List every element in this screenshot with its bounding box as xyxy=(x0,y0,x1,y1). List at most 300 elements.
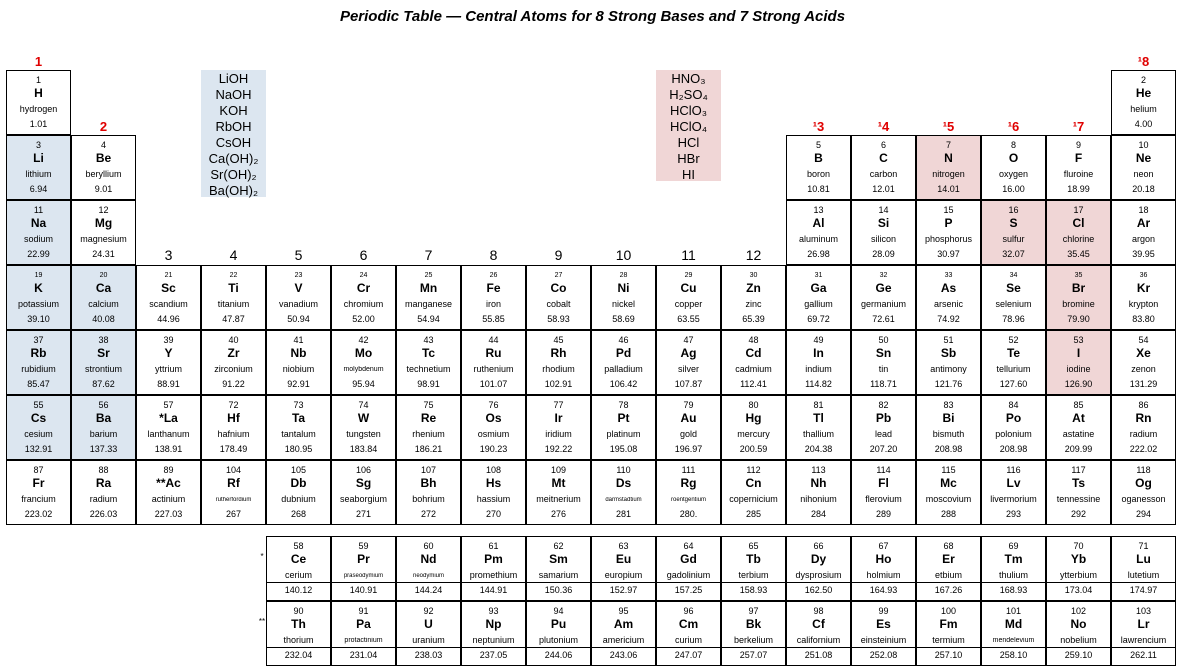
element-symbol: Md xyxy=(1004,617,1023,631)
element-name: americium xyxy=(602,636,645,645)
element-cell-v xyxy=(266,265,331,330)
element-symbol: Er xyxy=(942,552,955,566)
element-name: vanadium xyxy=(278,300,319,309)
element-name: darmstadtium xyxy=(605,497,642,503)
element-cell-bi xyxy=(916,395,981,460)
element-name: mercury xyxy=(737,430,770,439)
element-cell-ne xyxy=(1111,135,1176,200)
atomic-mass: 227.03 xyxy=(154,509,183,519)
atomic-mass: 268 xyxy=(290,509,307,519)
atomic-number: 113 xyxy=(811,465,826,475)
element-symbol: Hg xyxy=(745,411,762,425)
element-name: manganese xyxy=(404,300,453,309)
element-cell-p xyxy=(916,200,981,265)
atomic-mass: 88.91 xyxy=(157,379,180,389)
element-symbol: Lr xyxy=(1137,617,1150,631)
element-cell-no xyxy=(1046,601,1111,666)
atomic-number: 54 xyxy=(1138,335,1149,345)
element-cell-y xyxy=(136,330,201,395)
element-name: nitrogen xyxy=(932,170,965,179)
atomic-number: 57 xyxy=(163,400,174,410)
element-cell-xe xyxy=(1111,330,1176,395)
element-name: cadmium xyxy=(735,365,772,374)
atomic-number: 97 xyxy=(748,606,759,616)
element-name: radium xyxy=(89,495,118,504)
divider xyxy=(982,647,1045,648)
element-name: californium xyxy=(796,636,841,645)
element-cell-rb xyxy=(6,330,71,395)
atomic-number: 68 xyxy=(943,541,954,551)
element-cell-hs xyxy=(461,460,526,525)
element-cell-tb xyxy=(721,536,786,601)
divider xyxy=(397,582,460,583)
strong-base-formula: Ca(OH)₂ xyxy=(208,151,259,166)
element-symbol: Cd xyxy=(745,346,762,360)
element-name: dysprosium xyxy=(795,571,842,580)
group-number-label: 1 xyxy=(34,54,43,69)
atomic-mass: 173.04 xyxy=(1064,585,1093,595)
divider xyxy=(462,582,525,583)
element-name: cobalt xyxy=(546,300,571,309)
element-symbol: Sb xyxy=(940,346,957,360)
atomic-mass: 140.91 xyxy=(349,585,378,595)
element-symbol: I xyxy=(1076,346,1081,360)
element-symbol: Ti xyxy=(228,281,239,295)
element-cell-fr xyxy=(6,460,71,525)
atomic-mass: 178.49 xyxy=(219,444,248,454)
element-cell-he xyxy=(1111,70,1176,135)
element-name: lutetium xyxy=(1127,571,1160,580)
element-cell-mc xyxy=(916,460,981,525)
element-cell-nd xyxy=(396,536,461,601)
element-cell-ir xyxy=(526,395,591,460)
atomic-mass: 47.87 xyxy=(222,314,245,324)
element-symbol: Fr xyxy=(32,476,45,490)
element-symbol: Au xyxy=(680,411,697,425)
atomic-mass: 118.71 xyxy=(870,379,897,389)
atomic-number: 2 xyxy=(1140,75,1146,85)
atomic-number: 38 xyxy=(98,335,109,345)
strong-acid-formula: HI xyxy=(682,167,695,182)
element-name: thulium xyxy=(998,571,1028,580)
divider xyxy=(917,582,980,583)
atomic-number: 64 xyxy=(683,541,694,551)
atomic-number: 110 xyxy=(616,465,631,475)
atomic-mass: 121.76 xyxy=(934,379,963,389)
atomic-mass: 272 xyxy=(420,509,437,519)
atomic-number: 107 xyxy=(420,465,437,475)
atomic-mass: 232.04 xyxy=(284,650,313,660)
atomic-mass: 6.94 xyxy=(29,184,48,194)
element-cell-cf xyxy=(786,601,851,666)
atomic-number: 40 xyxy=(228,335,239,345)
element-name: osmium xyxy=(477,430,510,439)
atomic-number: 41 xyxy=(293,335,304,345)
element-cell-kr xyxy=(1111,265,1176,330)
atomic-number: 47 xyxy=(683,335,694,345)
divider xyxy=(852,647,915,648)
atomic-number: 15 xyxy=(943,205,954,215)
element-symbol: Ge xyxy=(875,281,892,295)
element-cell-lv xyxy=(981,460,1046,525)
element-cell-rn xyxy=(1111,395,1176,460)
element-symbol: Rh xyxy=(550,346,567,360)
element-symbol: Gd xyxy=(680,552,697,566)
divider xyxy=(527,582,590,583)
divider xyxy=(267,582,330,583)
element-name: curium xyxy=(674,636,702,645)
atomic-mass: 12.01 xyxy=(872,184,895,194)
element-cell-tc xyxy=(396,330,461,395)
atomic-mass: 140.12 xyxy=(284,585,313,595)
element-name: uranium xyxy=(412,636,445,645)
element-symbol: Zn xyxy=(746,281,761,295)
atomic-number: 108 xyxy=(485,465,502,475)
element-symbol: Ba xyxy=(95,411,112,425)
atomic-number: 96 xyxy=(683,606,694,616)
element-symbol: Sn xyxy=(875,346,892,360)
element-name: titanium xyxy=(217,300,250,309)
element-cell-pd xyxy=(591,330,656,395)
atomic-number: 82 xyxy=(878,400,889,410)
element-symbol: Po xyxy=(1005,411,1022,425)
atomic-mass: 20.18 xyxy=(1132,184,1155,194)
atomic-number: 102 xyxy=(1070,606,1087,616)
atomic-number: 18 xyxy=(1138,205,1149,215)
atomic-mass: 91.22 xyxy=(222,379,245,389)
element-cell-es xyxy=(851,601,916,666)
atomic-number: 73 xyxy=(293,400,304,410)
atomic-number: 19 xyxy=(34,272,43,279)
atomic-number: 53 xyxy=(1073,335,1084,345)
element-symbol: Tc xyxy=(421,346,436,360)
element-symbol: Pu xyxy=(550,617,567,631)
atomic-mass: 144.24 xyxy=(414,585,443,595)
element-symbol: Ni xyxy=(617,281,630,295)
element-cell-b xyxy=(786,135,851,200)
element-cell-th xyxy=(266,601,331,666)
atomic-mass: 144.91 xyxy=(479,585,508,595)
element-cell-cm xyxy=(656,601,721,666)
divider xyxy=(527,647,590,648)
atomic-mass: 132.91 xyxy=(24,444,53,454)
element-cell-al xyxy=(786,200,851,265)
atomic-number: 95 xyxy=(618,606,629,616)
element-symbol: Pa xyxy=(356,617,371,631)
element-symbol: Fl xyxy=(878,476,889,490)
element-name: mendelevium xyxy=(992,637,1035,644)
element-cell-ba xyxy=(71,395,136,460)
element-cell-am xyxy=(591,601,656,666)
element-name: plutonium xyxy=(538,636,579,645)
atomic-number: 106 xyxy=(355,465,372,475)
strong-base-formula: KOH xyxy=(219,103,248,118)
atomic-mass: 127.60 xyxy=(999,379,1028,389)
atomic-mass: 164.93 xyxy=(869,585,898,595)
divider xyxy=(787,647,850,648)
element-symbol: Fe xyxy=(486,281,501,295)
element-cell-mg xyxy=(71,200,136,265)
element-name: iridium xyxy=(545,430,572,439)
element-symbol: As xyxy=(940,281,957,295)
element-symbol: O xyxy=(1008,151,1019,165)
element-symbol: Ga xyxy=(810,281,827,295)
element-symbol: Pd xyxy=(615,346,632,360)
atomic-number: 65 xyxy=(748,541,759,551)
group-number-label: ¹7 xyxy=(1072,119,1085,134)
atomic-mass: 288 xyxy=(940,509,957,519)
atomic-mass: 168.93 xyxy=(999,585,1028,595)
atomic-mass: 54.94 xyxy=(417,314,440,324)
atomic-mass: 95.94 xyxy=(352,379,375,389)
atomic-number: 60 xyxy=(423,541,434,551)
element-name: nihonium xyxy=(800,495,837,504)
atomic-mass: 174.97 xyxy=(1129,585,1158,595)
strong-acids-list xyxy=(656,70,721,181)
element-name: cesium xyxy=(24,430,53,439)
atomic-mass: 87.62 xyxy=(92,379,115,389)
element-symbol: Lv xyxy=(1006,476,1021,490)
element-name: tungsten xyxy=(346,430,381,439)
atomic-mass: 74.92 xyxy=(937,314,960,324)
atomic-mass: 180.95 xyxy=(284,444,313,454)
element-symbol: Bi xyxy=(942,411,955,425)
element-cell-ta xyxy=(266,395,331,460)
element-name: silver xyxy=(677,365,699,374)
atomic-number: 30 xyxy=(749,272,758,279)
atomic-mass: 238.03 xyxy=(414,650,443,660)
element-symbol: Tb xyxy=(746,552,761,566)
group-number-label: ¹8 xyxy=(1137,54,1150,69)
element-symbol: Cl xyxy=(1072,216,1085,230)
atomic-mass: 4.00 xyxy=(1134,119,1153,129)
group-number-label: 7 xyxy=(424,247,433,263)
element-symbol: Re xyxy=(420,411,437,425)
element-cell-os xyxy=(461,395,526,460)
atomic-number: 69 xyxy=(1008,541,1019,551)
atomic-mass: 55.85 xyxy=(482,314,505,324)
element-symbol: Nd xyxy=(420,552,437,566)
element-name: terbium xyxy=(738,571,769,580)
element-cell-sr xyxy=(71,330,136,395)
group-number-label: 2 xyxy=(99,119,108,134)
element-cell-pr xyxy=(331,536,396,601)
element-name: aluminum xyxy=(798,235,838,244)
element-symbol: Al xyxy=(812,216,825,230)
element-name: francium xyxy=(21,495,56,504)
atomic-mass: 1.01 xyxy=(29,119,48,129)
strong-bases-list xyxy=(201,70,266,197)
element-symbol: Ir xyxy=(554,411,563,425)
element-cell-lr xyxy=(1111,601,1176,666)
element-symbol: Pt xyxy=(617,411,630,425)
element-cell-ce xyxy=(266,536,331,601)
element-name: nickel xyxy=(611,300,635,309)
divider xyxy=(397,647,460,648)
element-cell-as xyxy=(916,265,981,330)
atomic-number: 72 xyxy=(228,400,239,410)
element-cell-ca xyxy=(71,265,136,330)
atomic-number: 103 xyxy=(1135,606,1152,616)
element-symbol: Pb xyxy=(875,411,892,425)
atomic-mass: 126.90 xyxy=(1064,379,1093,389)
atomic-number: 49 xyxy=(813,335,824,345)
atomic-mass: 162.50 xyxy=(804,585,833,595)
element-name: phosphorus xyxy=(924,235,973,244)
element-symbol: Cm xyxy=(678,617,699,631)
element-symbol: Nh xyxy=(810,476,827,490)
element-name: antimony xyxy=(930,365,967,374)
atomic-mass: 196.97 xyxy=(674,444,703,454)
atomic-mass: 190.23 xyxy=(479,444,508,454)
atomic-number: 28 xyxy=(619,272,628,279)
atomic-mass: 157.25 xyxy=(674,585,703,595)
strong-acid-formula: H₂SO₄ xyxy=(669,87,708,102)
atomic-mass: 52.00 xyxy=(352,314,375,324)
atomic-number: 58 xyxy=(293,541,304,551)
element-cell-f xyxy=(1046,135,1111,200)
element-symbol: W xyxy=(357,411,370,425)
element-cell-cr xyxy=(331,265,396,330)
element-name: hydrogen xyxy=(19,105,58,114)
element-cell-lu xyxy=(1111,536,1176,601)
element-name: arsenic xyxy=(933,300,963,309)
lanthanide-marker: * xyxy=(260,552,264,561)
element-symbol: Bh xyxy=(420,476,437,490)
element-symbol: **Ac xyxy=(156,476,181,490)
element-cell-eu xyxy=(591,536,656,601)
atomic-number: 3 xyxy=(35,140,41,150)
element-name: krypton xyxy=(1128,300,1159,309)
element-cell-au xyxy=(656,395,721,460)
element-symbol: Rb xyxy=(30,346,47,360)
element-symbol: Ca xyxy=(95,281,112,295)
atomic-mass: 262.11 xyxy=(1130,650,1157,660)
element-symbol: Y xyxy=(164,346,173,360)
atomic-number: 55 xyxy=(33,400,44,410)
atomic-mass: 294 xyxy=(1135,509,1152,519)
element-name: chlorine xyxy=(1062,235,1095,244)
atomic-mass: 237.05 xyxy=(479,650,508,660)
element-symbol: Mg xyxy=(94,216,113,230)
atomic-number: 9 xyxy=(1075,140,1081,150)
element-cell-po xyxy=(981,395,1046,460)
atomic-number: 101 xyxy=(1005,606,1022,616)
atomic-number: 52 xyxy=(1008,335,1019,345)
atomic-number: 51 xyxy=(943,335,954,345)
element-symbol: Ce xyxy=(290,552,307,566)
element-symbol: H xyxy=(34,86,43,100)
atomic-mass: 226.03 xyxy=(89,509,118,519)
element-symbol: Th xyxy=(291,617,306,631)
atomic-number: 80 xyxy=(748,400,759,410)
element-name: ytterbium xyxy=(1059,571,1097,580)
element-name: gadolinium xyxy=(666,571,711,580)
strong-acid-formula: HCl xyxy=(677,135,700,150)
element-cell-c xyxy=(851,135,916,200)
element-cell-in xyxy=(786,330,851,395)
atomic-number: 50 xyxy=(878,335,889,345)
element-name: cerium xyxy=(284,571,312,580)
element-name: etbium xyxy=(934,571,962,580)
atomic-mass: 131.29 xyxy=(1129,379,1158,389)
atomic-number: 27 xyxy=(554,272,563,279)
element-name: protactinium xyxy=(344,637,383,644)
element-name: thallium xyxy=(802,430,834,439)
element-symbol: Li xyxy=(33,151,44,165)
atomic-number: 109 xyxy=(550,465,567,475)
element-name: tantalum xyxy=(281,430,316,439)
atomic-number: 23 xyxy=(294,272,303,279)
element-cell-cs xyxy=(6,395,71,460)
element-symbol: In xyxy=(813,346,824,360)
atomic-mass: 195.08 xyxy=(609,444,638,454)
element-symbol: P xyxy=(944,216,953,230)
atomic-mass: 18.99 xyxy=(1067,184,1090,194)
atomic-number: 56 xyxy=(98,400,109,410)
atomic-number: 43 xyxy=(423,335,434,345)
atomic-mass: 167.26 xyxy=(934,585,963,595)
element-cell-si xyxy=(851,200,916,265)
element-symbol: Ho xyxy=(875,552,892,566)
atomic-mass: 10.81 xyxy=(807,184,830,194)
element-symbol: Pm xyxy=(484,552,503,566)
element-symbol: Co xyxy=(550,281,567,295)
atomic-number: 22 xyxy=(229,272,238,279)
atomic-number: 1 xyxy=(35,75,41,85)
element-cell-bh xyxy=(396,460,461,525)
element-name: scandium xyxy=(149,300,188,309)
element-name: platinum xyxy=(606,430,641,439)
atomic-number: 62 xyxy=(553,541,564,551)
element-name: hafnium xyxy=(217,430,250,439)
element-name: meitnerium xyxy=(536,495,581,504)
element-cell-ds xyxy=(591,460,656,525)
element-cell-rg xyxy=(656,460,721,525)
element-symbol: He xyxy=(1135,86,1152,100)
atomic-mass: 50.94 xyxy=(287,314,310,324)
atomic-number: 14 xyxy=(878,205,889,215)
atomic-number: 112 xyxy=(746,465,761,475)
atomic-mass: 24.31 xyxy=(92,249,115,259)
divider xyxy=(332,582,395,583)
element-name: hassium xyxy=(476,495,511,504)
element-cell-s xyxy=(981,200,1046,265)
atomic-mass: 39.10 xyxy=(27,314,50,324)
element-cell-n xyxy=(916,135,981,200)
element-symbol: Bk xyxy=(745,617,762,631)
element-cell-sc xyxy=(136,265,201,330)
element-name: roentgentium xyxy=(670,497,707,503)
element-name: niobium xyxy=(282,365,315,374)
element-name: tennessine xyxy=(1056,495,1101,504)
atomic-number: 90 xyxy=(293,606,304,616)
atomic-mass: 83.80 xyxy=(1132,314,1155,324)
strong-acid-formula: HBr xyxy=(677,151,700,166)
element-cell-sg xyxy=(331,460,396,525)
element-symbol: Lu xyxy=(1136,552,1151,566)
atomic-mass: 63.55 xyxy=(677,314,700,324)
atomic-number: 34 xyxy=(1009,272,1018,279)
element-name: palladium xyxy=(604,365,643,374)
atomic-mass: 85.47 xyxy=(27,379,50,389)
element-symbol: Si xyxy=(877,216,890,230)
atomic-number: 114 xyxy=(876,465,891,475)
element-symbol: Ru xyxy=(485,346,502,360)
element-cell-ho xyxy=(851,536,916,601)
element-symbol: Tl xyxy=(813,411,824,425)
atomic-mass: 101.07 xyxy=(479,379,508,389)
